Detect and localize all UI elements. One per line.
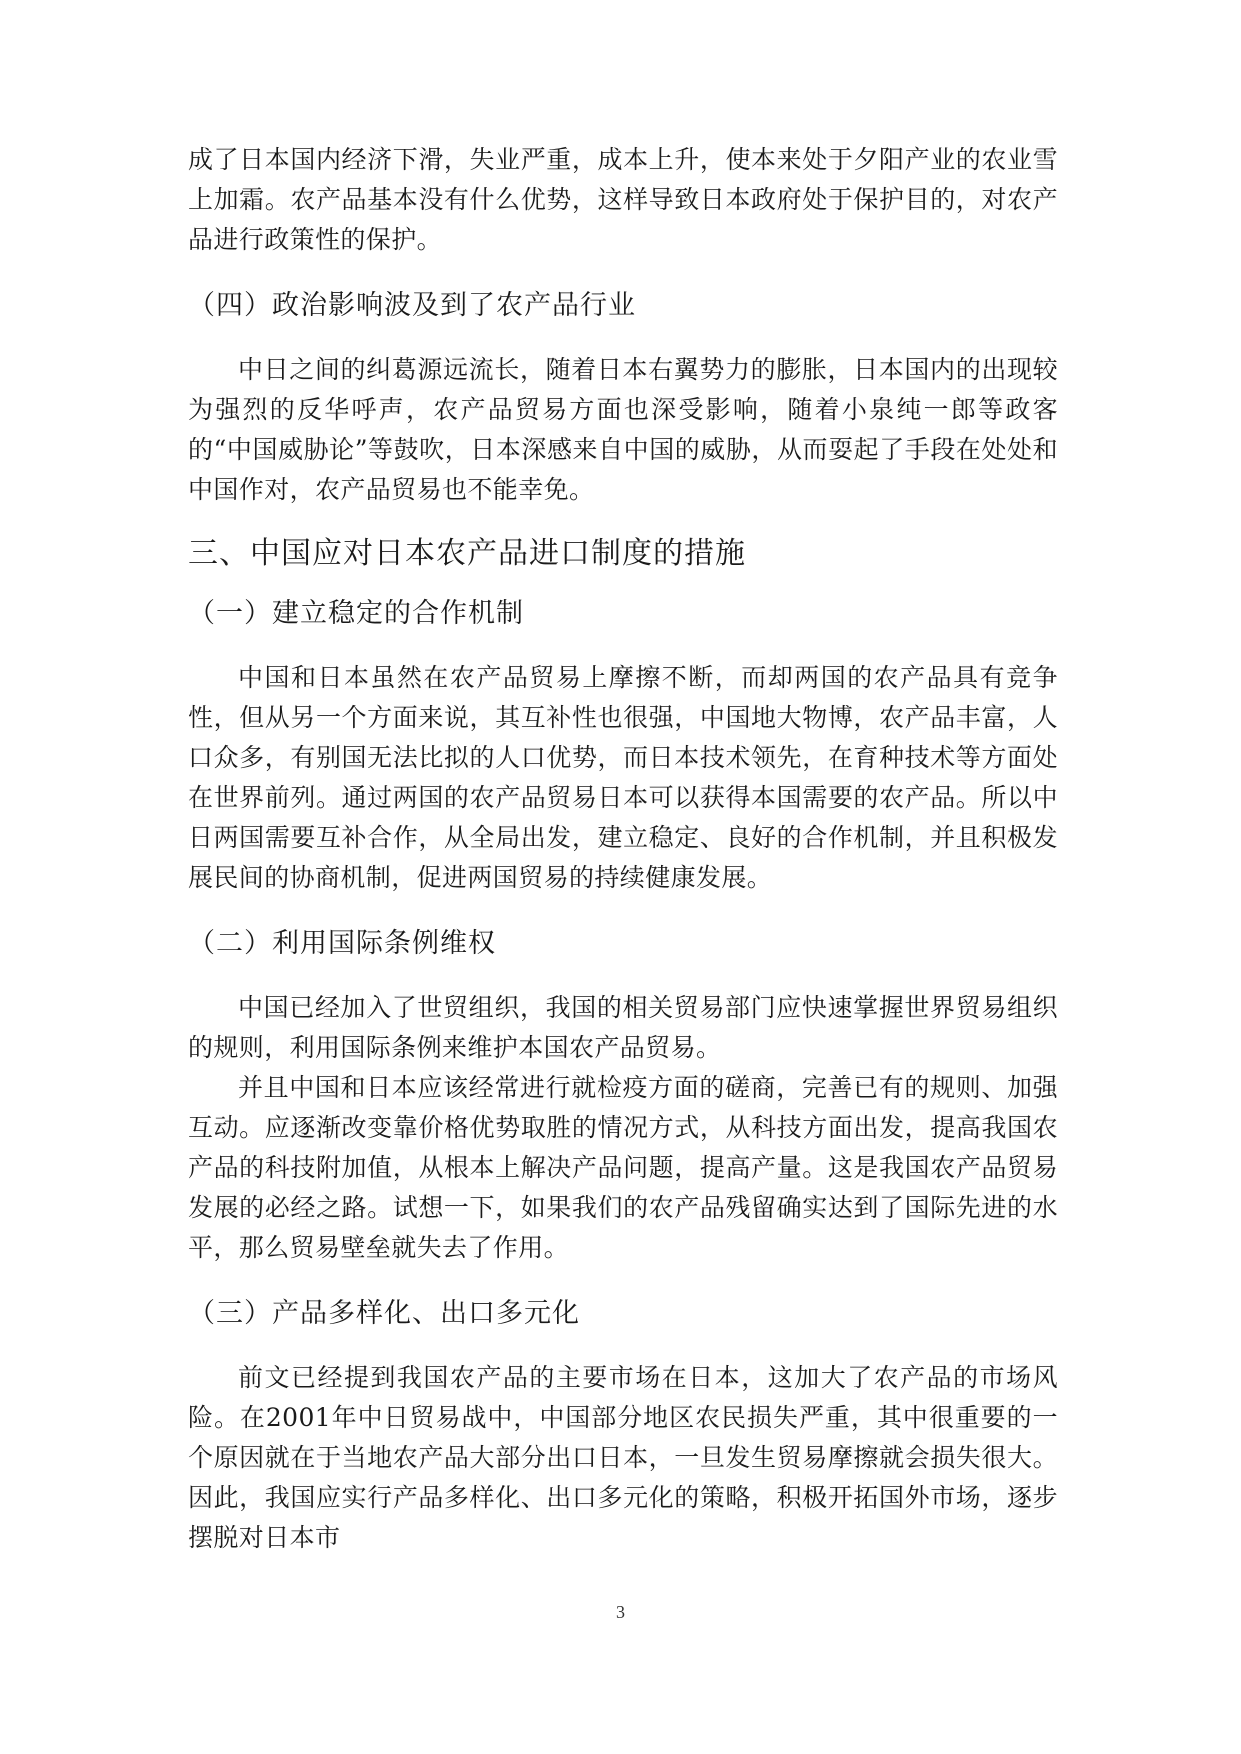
page-body <box>188 140 1058 1558</box>
heading-section-3: 三、中国应对日本农产品进口制度的措施 <box>188 536 746 571</box>
heading-political-influence: （四）政治影响波及到了农产品行业 <box>188 290 636 321</box>
heading-cooperation-mechanism: （一）建立稳定的合作机制 <box>188 598 524 629</box>
paragraph-diversification: 前文已经提到我国农产品的主要市场在日本，这加大了农产品的市场风险。在2001年中日贸易战中，中国部分地区农民损失严重，其中很重要的一个原因就在于当地农产品大部分出口日本，一旦发生贸易摩擦就会损失很大。因此，我国应实行产品多样化、出口多元化的策略，积极开拓国外市场，逐步摆脱对日本市 <box>188 1363 1058 1552</box>
heading-international-rules: （二）利用国际条例维权 <box>188 928 496 959</box>
paragraph-quarantine: 并且中国和日本应该经常进行就检疫方面的磋商，完善已有的规则、加强互动。应逐渐改变靠价格优势取胜的情况方式，从科技方面出发，提高我国农产品的科技附加值，从根本上解决产品问题，提高产量。这是我国农产品贸易发展的必经之路。试想一下，如果我们的农产品残留确实达到了国际先进的水平，那么贸易壁垒就失去了作用。 <box>188 1073 1058 1262</box>
heading-diversification: （三）产品多样化、出口多元化 <box>188 1298 580 1329</box>
paragraph-political-influence: 中日之间的纠葛源远流长，随着日本右翼势力的膨胀，日本国内的出现较为强烈的反华呼声，农产品贸易方面也深受影响，随着小泉纯一郎等政客的“中国威胁论”等鼓吹，日本深感来自中国的威胁，从而耍起了手段在处处和中国作对，农产品贸易也不能幸免。 <box>188 355 1058 504</box>
paragraph-continuation: 成了日本国内经济下滑，失业严重，成本上升，使本来处于夕阳产业的农业雪上加霜。农产品基本没有什么优势，这样导致日本政府处于保护目的，对农产品进行政策性的保护。 <box>188 145 1058 254</box>
paragraph-cooperation-mechanism: 中国和日本虽然在农产品贸易上摩擦不断，而却两国的农产品具有竞争性，但从另一个方面来说，其互补性也很强，中国地大物博，农产品丰富，人口众多，有别国无法比拟的人口优势，而日本技术领先，在育种技术等方面处在世界前列。通过两国的农产品贸易日本可以获得本国需要的农产品。所以中日两国需要互补合作，从全局出发，建立稳定、良好的合作机制，并且积极发展民间的协商机制，促进两国贸易的持续健康发展。 <box>188 663 1058 892</box>
page-number: 3 <box>616 1602 625 1622</box>
paragraph-wto: 中国已经加入了世贸组织，我国的相关贸易部门应快速掌握世界贸易组织的规则，利用国际条例来维护本国农产品贸易。 <box>188 993 1058 1062</box>
